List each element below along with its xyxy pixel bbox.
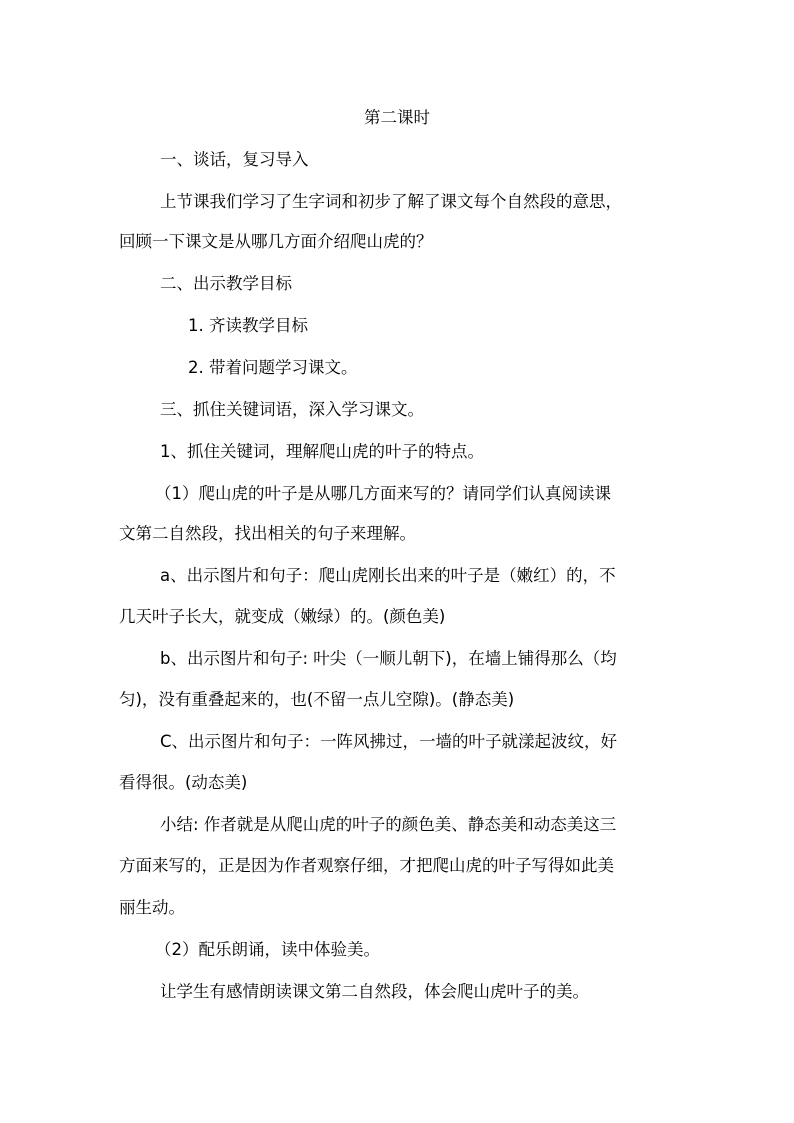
- summary-line: 方面来写的，正是因为作者观察仔细，才把爬山虎的叶子写得如此美: [119, 856, 614, 875]
- paragraph-line: 几天叶子长大，就变成（嫩绿）的。(颜色美): [119, 607, 446, 626]
- page-title: 第二课时: [364, 108, 430, 127]
- paragraph-line: （1）爬山虎的叶子是从哪几方面来写的？请同学们认真阅读课: [155, 484, 611, 503]
- section-heading-2: 二、出示教学目标: [160, 274, 292, 293]
- paragraph-line: 上节课我们学习了生字词和初步了解了课文每个自然段的意思，: [160, 192, 622, 211]
- list-item: 2. 带着问题学习课文。: [188, 358, 358, 377]
- summary-line: 小结: 作者就是从爬山虎的叶子的颜色美、静态美和动态美这三: [160, 815, 617, 834]
- paragraph-line: 回顾一下课文是从哪几方面介绍爬山虎的？: [119, 232, 433, 251]
- paragraph-line: 匀)，没有重叠起来的，也(不留一点儿空隙)。(静态美): [119, 690, 515, 709]
- paragraph-line: （2）配乐朗诵，读中体验美。: [155, 940, 380, 959]
- paragraph-line: a、出示图片和句子：爬山虎刚长出来的叶子是（嫩红）的，不: [160, 566, 616, 585]
- list-item: 1. 齐读教学目标: [188, 316, 308, 335]
- paragraph-line: b、出示图片和句子: 叶尖（一顺儿朝下)，在墙上铺得那么（均: [160, 649, 617, 668]
- paragraph-line: 文第二自然段，找出相关的句子来理解。: [119, 524, 416, 543]
- paragraph-line: 看得很。(动态美): [119, 773, 248, 792]
- paragraph-line: 让学生有感情朗读课文第二自然段，体会爬山虎叶子的美。: [160, 982, 589, 1001]
- section-heading-3: 三、抓住关键词语，深入学习课文。: [160, 400, 424, 419]
- summary-line: 丽生动。: [119, 898, 185, 917]
- paragraph-line: C、出示图片和句子：一阵风拂过，一墙的叶子就漾起波纹，好: [160, 732, 618, 751]
- subheading: 1、抓住关键词，理解爬山虎的叶子的特点。: [160, 442, 484, 461]
- section-heading-1: 一、谈话，复习导入: [160, 150, 309, 169]
